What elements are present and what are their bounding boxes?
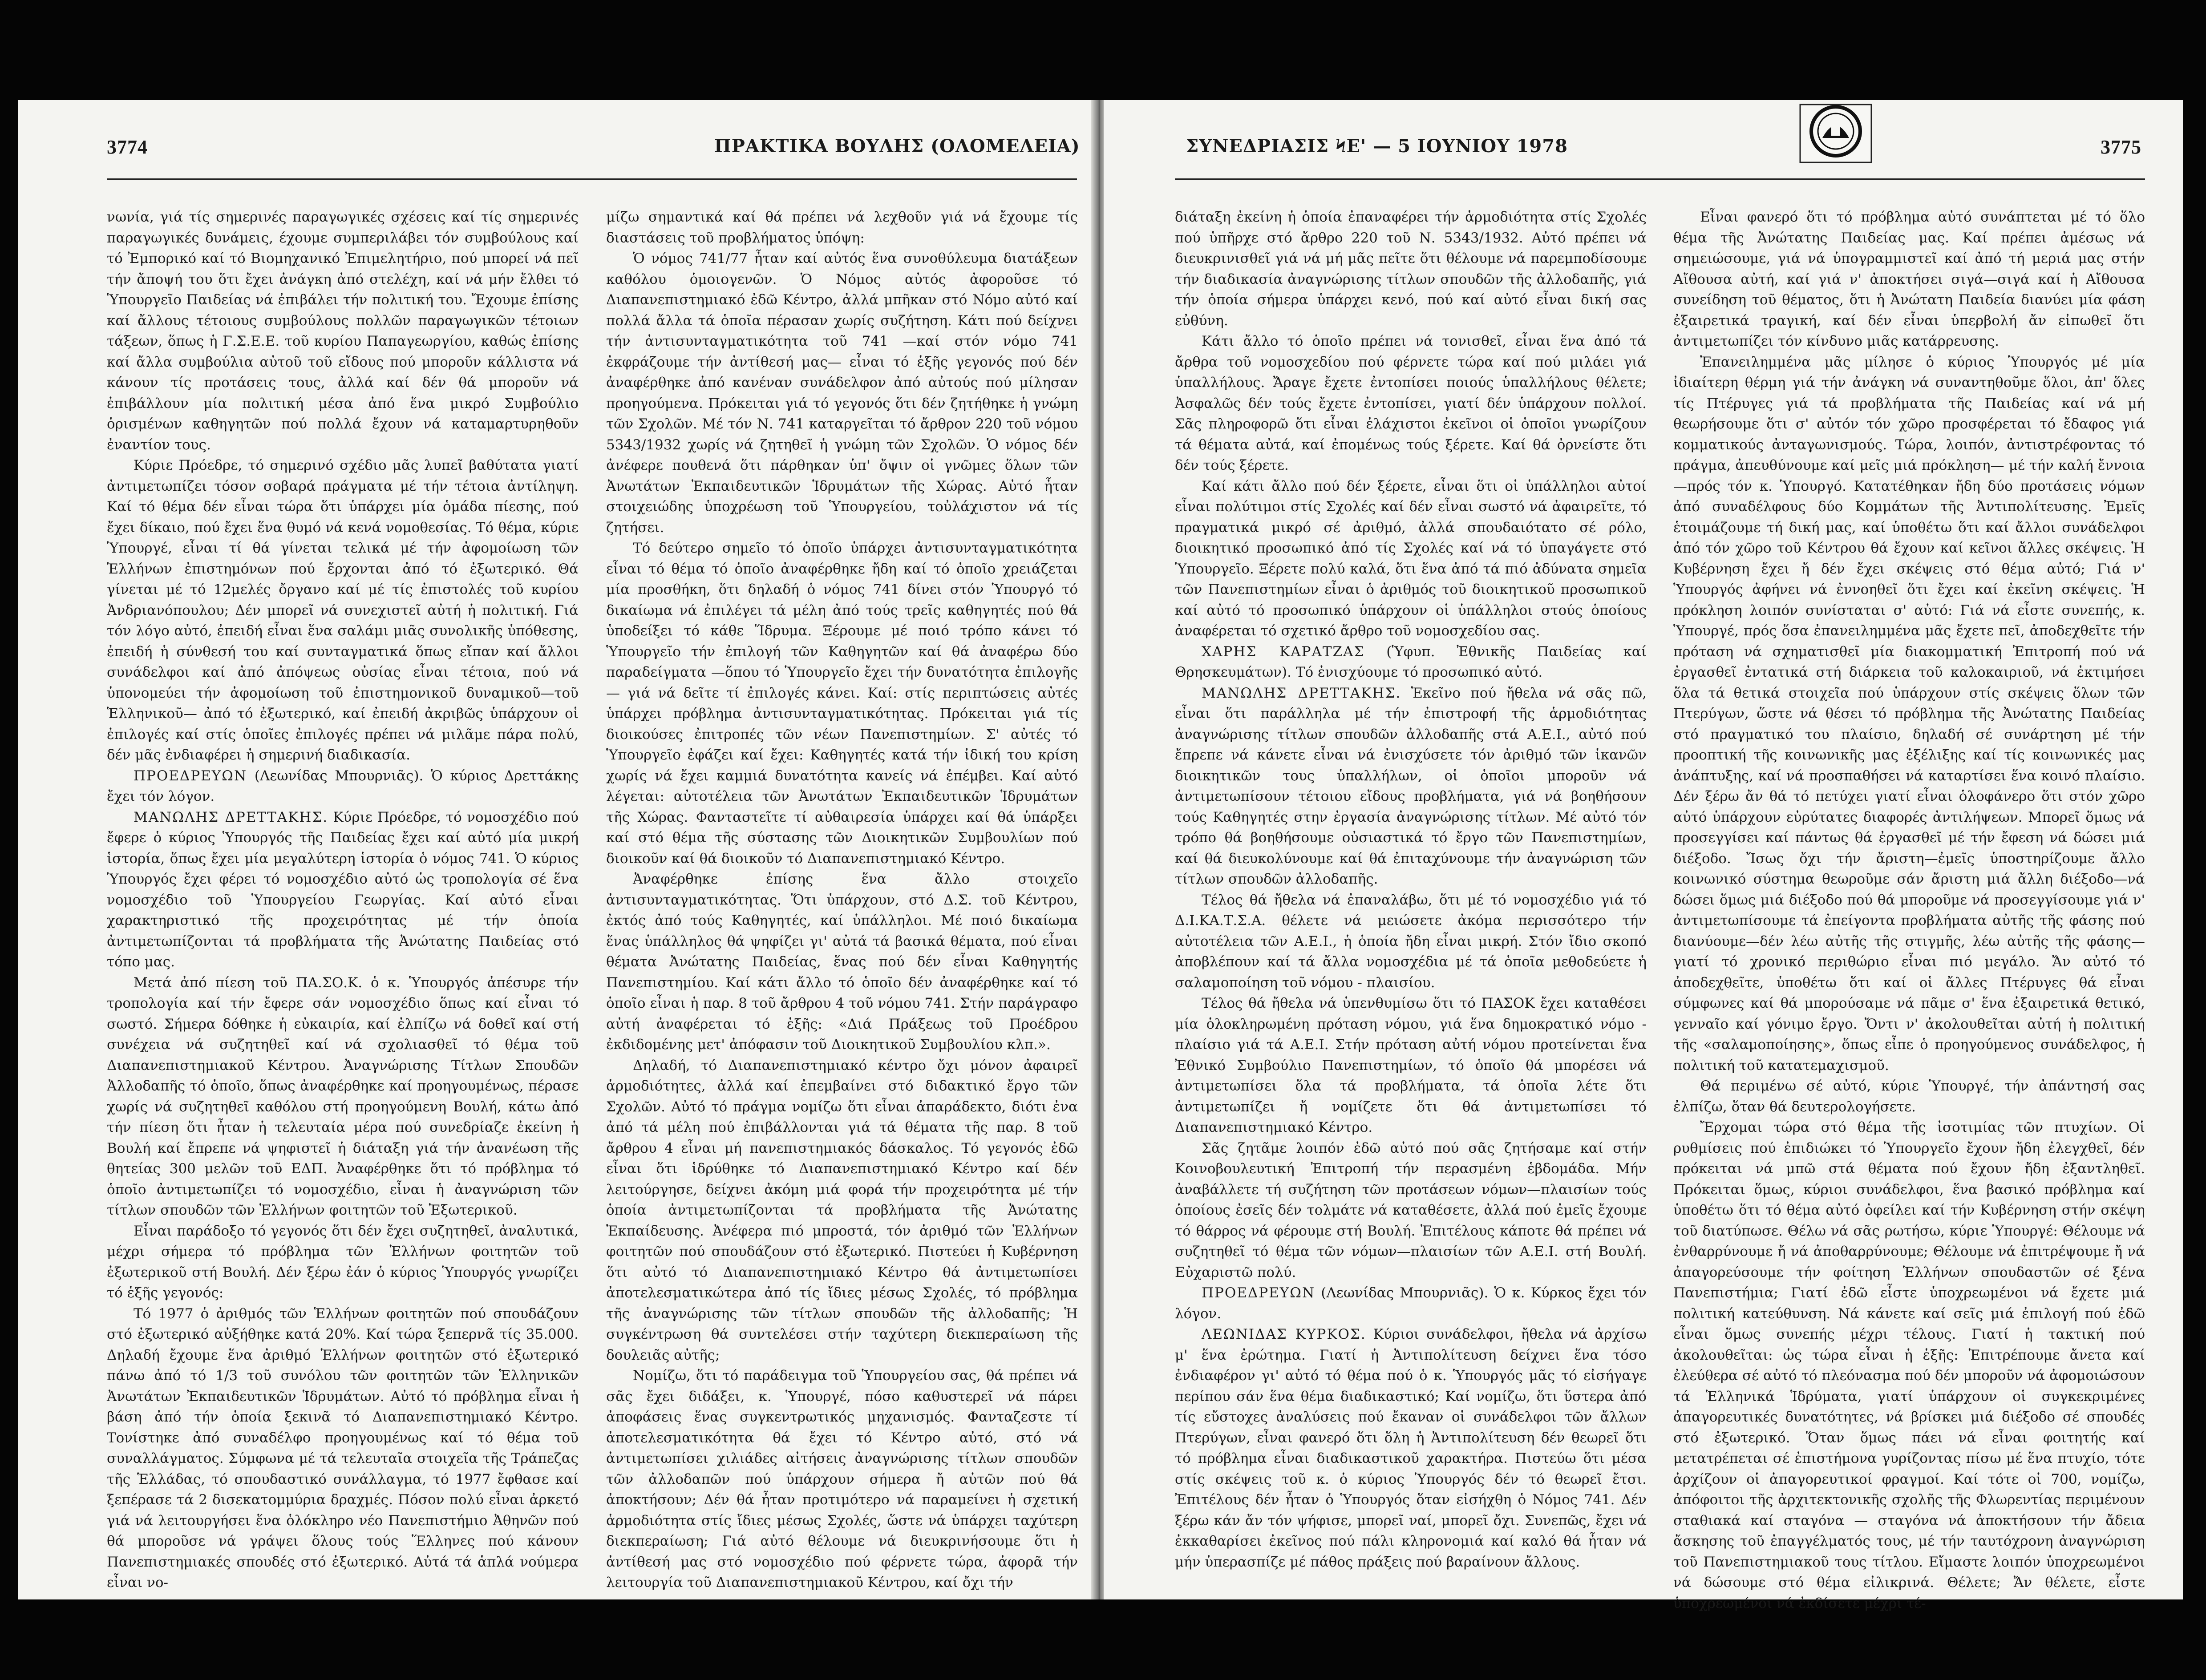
speaker-paragraph bbox=[107, 807, 579, 973]
text-column-2 bbox=[1673, 207, 2145, 1611]
parliament-seal-stamp bbox=[1796, 96, 1876, 167]
speaker-name: ΠΡΟΕΔΡΕΥΩΝ bbox=[1202, 1285, 1316, 1301]
text-column-1 bbox=[107, 207, 579, 1591]
speaker-name: ΜΑΝΩΛΗΣ ΔΡΕΤΤΑΚΗΣ. bbox=[1202, 685, 1401, 701]
running-header: ΠΡΑΚΤΙΚΑ ΒΟΥΛΗΣ (ΟΛΟΜΕΛΕΙΑ) bbox=[714, 136, 1080, 157]
speech-text: Ἐκεῖνο πού ἤθελα νά σᾶς πῶ, εἶναι ὅτι παράλληλα μέ τήν ἐπιστροφή τῆς ἁρμοδιότητας ἀναγνώρισης τίτλων σπουδῶν ἀλλοδαπῆς στά Α.Ε.Ι., αὐτό πού ἔπρεπε νά κάνετε εἶναι νά ἐνισχύσετε τόν ἀριθμό τῶν ἱκανῶν διοικητικῶν τους ὑπαλλήλων, οἱ ὁποῖοι μποροῦν νά ἀντιμετωπίσουν τέτοιου εἴδους προβλήματα, γιά νά βοηθήσουν τούς Καθηγητές στην ἐργασία ἀναγνώρισης τίτλων. Μέ αὐτό τόν τρόπο θά βοηθήσουμε οὐσιαστικά τό ἔργο τῶν Πανεπιστημίων, καί θά διευκολύνουμε καί θά ἐπιταχύνουμε τήν ἀναγνώριση τῶν τίτλων σπουδῶν ἀλλοδαπῆς. bbox=[1175, 685, 1647, 887]
speaker-paragraph bbox=[1175, 683, 1647, 890]
paragraph: Ἀναφέρθηκε ἐπίσης ἕνα ἄλλο στοιχεῖο ἀντισυνταγματικότητας. Ὅτι ὑπάρχουν, στό Δ.Σ. τοῦ Κέντρου, ἐκτός ἀπό τούς Καθηγητές, καί ὑπάλληλοι. Μέ ποιό δικαίωμα ἕνας ὑπάλληλος θά ψηφίζει γι' αὐτά τά βασικά θέματα, πού εἶναι θέματα Ἀνώτατης Παιδείας, ἕνας πού δέν εἶναι Καθηγητής Πανεπιστημίου. Καί κάτι ἄλλο τό ὁποῖο δέν ἀναφέρθηκε καί τό ὁποῖο εἶναι ἡ παρ. 8 τοῦ ἄρθρου 4 τοῦ νόμου 741. Στήν παράγραφο αὐτή ἀναφέρεται τό ἑξῆς: «Διά Πράξεως τοῦ Προέδρου ἐκδιδομένης μετ' ἀπόφασιν τοῦ Διοικητικοῦ Συμβουλίου κλπ.». bbox=[606, 871, 1078, 1053]
paragraph: Εἶναι φανερό ὅτι τό πρόβλημα αὐτό συνάπτεται μέ τό ὅλο θέμα τῆς Ἀνώτατης Παιδείας μας. Καί πρέπει ἀμέσως νά σημειώσουμε, γιά νά ὑπογραμμιστεῖ καί ἀπό τή μεριά μας στήν Αἴθουσα αὐτή, καί γιά ν' ἀποκτήσει σιγά—σιγά καί ἡ Αἴθουσα συνείδηση τοῦ θέματος, ὅτι ἡ Ἀνώτατη Παιδεία διανύει μία φάση ἐξαιρετικά τραγική, καί δέν εἶναι ὑπερβολή ἄν εἰπωθεῖ ὅτι ἀντιμετωπίζει τόν κίνδυνο μιᾶς κατάρρευσης. bbox=[1673, 209, 2145, 349]
paragraph: Ὁ νόμος 741/77 ἦταν καί αὐτός ἕνα συνοθύλευμα διατάξεων καθόλου ὁμοιογενῶν. Ὁ Νόμος αὐτός ἀφοροῦσε τό Διαπανεπιστημιακό ἐδῶ Κέντρο, ἀλλά μπῆκαν στό Νόμο αὐτό καί πολλά ἄλλα τά ὁποῖα πέρασαν χωρίς συζήτηση. Κάτι πού δείχνει τήν ἀντισυνταγματικότητα τοῦ 741 —καί στόν νόμο 741 ἐκφράζουμε τήν ἀντίθεσή μας— εἶναι τό ἑξῆς γεγονός πού δέν ἀναφέρθηκε ἀπό κανέναν συνάδελφον ἀπό αὐτούς πού μίλησαν προηγούμενα. Πρόκειται γιά τό γεγονός ὅτι δέν ζητήθηκε ἡ γνώμη τῶν Σχολῶν. Μέ τόν Ν. 741 καταργεῖται τό ἄρθρον 220 τοῦ νόμου 5343/1932 χωρίς νά ζητηθεῖ ἡ γνώμη τῶν Σχολῶν. Ὁ νόμος δέν ἀνέφερε πουθενά ὅτι πάρθηκαν ὑπ' ὄψιν οἱ γνῶμες ὅλων τῶν Ἀνωτάτων Ἐκπαιδευτικῶν Ἱδρυμάτων τῆς Χώρας. Αὐτό ἦταν στοιχειώδης ὑποχρέωση τοῦ Ὑπουργείου, τοὐλάχιστον νά τίς ζητήσει. bbox=[606, 250, 1078, 536]
paragraph: Καί κάτι ἄλλο πού δέν ξέρετε, εἶναι ὅτι οἱ ὑπάλληλοι αὐτοί εἶναι πολύτιμοι στίς Σχολές καί δέν εἶναι σωστό νά ἀφαιρεῖτε, τό πραγματικά μικρό σέ ἀριθμό, ἀλλά σπουδαιότατο σέ ρόλο, διοικητικό προσωπικό ἀπό τίς Σχολές καί νά τό ὑπαγάγετε στό Ὑπουργεῖο. Ξέρετε πολύ καλά, ὅτι ἕνα ἀπό τά πιό ἀδύνατα σημεῖα τῶν Πανεπιστημίων εἶναι ὁ ἀριθμός τοῦ διοικητικοῦ προσωπικοῦ καί αὐτό τό προσωπικό ὑπάρχουν οἱ ὑπάλληλοι στούς ὁποίους ἀναφέρεται τό σχετικό ἄρθρο τοῦ νομοσχεδίου σας. bbox=[1175, 478, 1647, 639]
speaker-paragraph bbox=[107, 766, 579, 807]
page-number: 3775 bbox=[2101, 136, 2141, 158]
paragraph: Θά περιμένω σέ αὐτό, κύριε Ὑπουργέ, τήν ἀπάντησή σας ἐλπίζω, ὅταν θά δευτερολογήσετε. bbox=[1673, 1078, 2145, 1115]
speech-text: (Λεωνίδας Μπουρνιᾶς). Ὁ κύριος Δρεττάκης ἔχει τόν λόγον. bbox=[107, 767, 579, 804]
paragraph: διάταξη ἐκείνη ἡ ὁποία ἐπαναφέρει τήν ἁρμοδιότητα στίς Σχολές πού ὑπῆρχε στό ἄρθρο 220 τοῦ Ν. 5343/1932. Αὐτό πρέπει νά διευκρινισθεῖ γιά νά μή μᾶς πεῖτε ὅτι θέλουμε νά παρεμποδίσουμε τήν διαδικασία ἀναγνώρισης τίτλων σπουδῶν τῆς ἀλλοδαπῆς, γιά τήν ὁποία σήμερα ὑπάρχει κενό, πού καί αὐτό εἶναι δική σας εὐθύνη. bbox=[1175, 209, 1647, 329]
paragraph: μίζω σημαντικά καί θά πρέπει νά λεχθοῦν γιά νά ἔχουμε τίς διαστάσεις τοῦ προβλήματος ὑπόψη: bbox=[606, 209, 1078, 246]
speech-text: (Λεωνίδας Μπουρνιᾶς). Ὁ κ. Κύρκος ἔχει τόν λόγον. bbox=[1175, 1285, 1647, 1322]
paragraph: Τέλος θά ἤθελα νά ἐπαναλάβω, ὅτι μέ τό νομοσχέδιο γιά τό Δ.Ι.ΚΑ.Τ.Σ.Α. θέλετε νά μειώσετε ἀκόμα περισσότερο τήν αὐτοτέλεια τῶν Α.Ε.Ι., ἡ ὁποία ἤδη εἶναι μικρή. Στόν ἴδιο σκοπό ἀποβλέπουν καί τά ἄλλα νομοσχέδια μέ τά ὁποῖα μεθοδεύετε ἡ σαλαμοποίηση τοῦ νόμου - πλαισίου. bbox=[1175, 892, 1647, 991]
paragraph: Εἶναι παράδοξο τό γεγονός ὅτι δέν ἔχει συζητηθεῖ, ἀναλυτικά, μέχρι σήμερα τό πρόβλημα τῶν Ἑλλήνων φοιτητῶν τοῦ ἐξωτερικοῦ στή Βουλή. Δέν ξέρω ἐάν ὁ κύριος Ὑπουργός γνωρίζει τό ἑξῆς γεγονός: bbox=[107, 1223, 579, 1301]
paragraph: Δηλαδή, τό Διαπανεπιστημιακό κέντρο ὄχι μόνον ἀφαιρεῖ ἁρμοδιότητες, ἀλλά καί ἐπεμβαίνει στό διδακτικό ἔργο τῶν Σχολῶν. Αὐτό τό πράγμα νομίζω ὅτι εἶναι ἀπαράδεκτο, διότι ἐνα ἀπό τά μέλη πού ἐπιβάλλονται γιά τά θέματα τῆς παρ. 8 τοῦ ἄρθρου 4 εἶναι μή πανεπιστημιακός δάσκαλος. Τό γεγονός ἐδῶ εἶναι ὅτι ἱδρύθηκε τό Διαπανεπιστημιακό Κέντρο καί δέν λειτούργησε, δείχνει ἀκόμη μιά φορά τήν προχειρότητα μέ τήν ὁποία ἀντιμετωπίζονται τά προβλήματα τῆς Ἀνώτατης Ἐκπαίδευσης. Ἀνέφερα πιό μπροστά, τόν ἀριθμό τῶν Ἑλλήνων φοιτητῶν πού σπουδάζουν στό ἐξωτερικό. Πιστεύει ἡ Κυβέρνηση ὅτι αὐτό τό Διαπανεπιστημιακό Κέντρο θά ἀντιμετωπίσει ἀποτελεσματικώτερα ἀπό τίς ἴδιες μέσως Σχολές, τό πρόβλημα τῆς ἀναγνώρισης τῶν τίτλων σπουδῶν τῆς ἀλλοδαπῆς; Ἡ συγκέντρωση θά συντελέσει στήν ταχύτερη διεκπεραίωση τῆς δουλειᾶς αὐτῆς; bbox=[606, 1057, 1078, 1363]
speaker-paragraph bbox=[1175, 1283, 1647, 1324]
paragraph: Ἔρχομαι τώρα στό θέμα τῆς ἰσοτιμίας τῶν πτυχίων. Οἱ ρυθμίσεις πού ἐπιδιώκει τό Ὑπουργεῖο ἔχουν ἤδη ἐλεγχθεῖ, δέν πρόκειται νά μπῶ στά θέματα πού ἔχουν ἤδη ἐξαντληθεῖ. Πρόκειται ὅμως, κύριοι συνάδελφοι, ἕνα βασικό πρόβλημα καί ὑποθέτω ὅτι τό θέμα αὐτό ὀφείλει καί τήν Κυβέρνηση στήν σκέψη τοῦ διατύπωσε. Θέλω νά σᾶς ρωτήσω, κύριε Ὑπουργέ: Θέλουμε νά ἐνθαρρύνουμε ἤ νά ἀποθαρρύνουμε; Θέλουμε νά ἐπιτρέψουμε ἤ νά ἀπαγορεύσουμε τήν φοίτηση Ἑλλήνων σπουδαστῶν σέ ξένα Πανεπιστήμια; Γιατί ἐδῶ εἶστε ὑποχρεωμένοι νά ἔχετε μιά πολιτική κατεύθυνση. Νά κάνετε καί σεῖς μιά ἐπιλογή πού ἐδῶ εἶναι ὅμως συνεπής μέχρι τέλους. Γιατί ἡ τακτική πού ἀκολουθεῖται: ὡς τώρα εἶναι ἡ ἑξῆς: Ἐπιτρέπουμε ἄνετα καί ἐλεύθερα σέ αὐτό τό πλεόνασμα πού δέν μποροῦν νά ἀφομοιώσουν τά Ἑλληνικά Ἱδρύματα, γιατί ὑπάρχουν οἱ συγκεκριμένες ἀπαγορευτικές δυνατότητες, νά βρίσκει μιά διέξοδο σέ σπουδές στό ἐξωτερικό. Ὅταν ὅμως πάει νά εἶναι φοιτητής καί μετατρέπεται σέ ἐπιστήμονα γυρίζοντας πίσω μέ ἕνα πτυχίο, τότε ἀρχίζουν οἱ ἀπαγορευτικοί φραγμοί. Καί τότε οἱ 700, νομίζω, ἀπόφοιτοι τῆς ἀρχιτεκτονικῆς σχολῆς τῆς Φλωρεντίας περιμένουν σταθιακά καί σταγόνα — σταγόνα νά ἀποκτήσουν τήν ἄδεια ἄσκησης τοῦ ἐπαγγέλματός τους, μέ τήν ταυτόχρονη ἀναγνώριση τοῦ Πανεπιστημιακοῦ τους τίτλου. Εἴμαστε λοιπόν ὑποχρεωμένοι νά δώσουμε στό θέμα εἰλικρινά. Θέλετε; Ἄν θέλετε, εἶστε ὑποχρεωμένοι νά ἐκδίσετε μέχρι τέ- bbox=[1673, 1119, 2145, 1611]
running-header: ΣΥΝΕΔΡΙΑΣΙΣ ϞΕ' — 5 ΙΟΥΝΙΟΥ 1978 bbox=[1186, 136, 1568, 157]
paragraph: Μετά ἀπό πίεση τοῦ ΠΑ.ΣΟ.Κ. ὁ κ. Ὑπουργός ἀπέσυρε τήν τροπολογία καί τήν ἔφερε σάν νομοσχέδιο ὅπως καί εἶναι τό σωστό. Σήμερα δόθηκε ἡ εὐκαιρία, καί ἐλπίζω νά δοθεῖ καί στή συνέχεια νά συζητηθεῖ καί νά σχολιασθεῖ τό θέμα τοῦ Διαπανεπιστημιακοῦ Κέντρου. Ἀναγνώρισης Τίτλων Σπουδῶν Ἀλλοδαπῆς τό ὁποῖο, ὅπως ἀναφέρθηκε καί προηγουμένως, πέρασε χωρίς νά συζητηθεῖ καθόλου στή προηγούμενη Βουλή, κάτω ἀπό τήν πίεση ὅτι ἦταν ἡ τελευταία μέρα πού συνεδρίαζε ἐκείνη ἡ Βουλή καί ἔπρεπε νά ψηφιστεῖ ἡ διάταξη γιά τήν ἀνανέωση τῆς θητείας 300 μελῶν τοῦ ΕΔΠ. Ἀναφέρθηκε ὅτι τό πρόβλημα τό ὁποῖο ἀντιμετωπίζει τό νομοσχέδιο, εἶναι ἡ ἀναγνώριση τῶν τίτλων σπουδῶν τῶν Ἑλλήνων φοιτητῶν τοῦ Ἐξωτερικοῦ. bbox=[107, 974, 579, 1218]
paragraph: Ἐπανειλημμένα μᾶς μίλησε ὁ κύριος Ὑπουργός μέ μία ἰδιαίτερη θέρμη γιά τήν ἀνάγκη νά συναντηθοῦμε ὅλοι, ἀπ' ὅλες τίς Πτέρυγες γιά τά προβλήματα τῆς Παιδείας καί νά μή θεωρήσουμε ὅτι σ' αὐτόν τόν χῶρο προσφέρεται τό ἔδαφος γιά κομματικούς ἀνταγωνισμούς. Τώρα, λοιπόν, ἀντιστρέφοντας τό πράγμα, ἀπευθύνουμε καί μεῖς μιά πρόκληση— μέ τήν καλή ἔννοια—πρός τόν κ. Ὑπουργό. Κατατέθηκαν ἤδη δύο προτάσεις νόμων ἀπό συναδέλφους δύο Κομμάτων τῆς Ἀντιπολίτευσης. Ἐμεῖς ἑτοιμάζουμε τή δική μας, καί ὑποθέτω ὅτι καί ἄλλοι συνάδελφοι ἀπό τόν χῶρο τοῦ Κέντρου θά ἔχουν καί κεῖνοι ἄλλες σκέψεις. Ἡ Κυβέρνηση ἔχει ἤ δέν ἔχει σκέψεις στό θέμα αὐτό; Γιά ν' Ὑπουργός ἀφήνει νά ἐννοηθεῖ ὅτι ἔχει καί ἐκεῖνη σκέψεις. Ἡ πρόκληση λοιπόν συνίσταται σ' αὐτό: Γιά νά εἶστε συνεπής, κ. Ὑπουργέ, πρός ὅσα ἐπανειλημμένα μᾶς ἔχετε πεῖ, ἀποδεχθεῖτε τήν πρόταση νά σχηματισθεῖ μία διακομματική Ἐπιτροπή πού νά ἐργασθεῖ ἐντατικά στή διάρκεια τοῦ καλοκαιριοῦ, νά ἐκτιμήσει ὅλα τά θετικά στοιχεῖα πού ὑπάρχουν στίς σκέψεις ὅλων τῶν Πτερύγων, ὥστε νά θέσει τό πρόβλημα τῆς Ἀνώτατης Παιδείας στό πραγματικό του πλαίσιο, δηλαδή σέ συνάρτηση μέ τήν προοπτική τῆς κοινωνικῆς μας ἐξέλιξης καί τίς κοινωνικές μας ἀνάπτυξης, καί νά προσπαθήσει νά καταρτίσει ἕνα κοινό πλαίσιο. Δέν ξέρω ἄν θά τό πετύχει γιατί εἶναι ὁλοφάνερο ὅτι στόν χῶρο αὐτό ὑπάρχουν εὐρύτατες διαφορές ἀντιλήψεων. Μπορεῖ ὅμως νά προσεγγίσει καί πάντως θά ἐργασθεῖ μέ τήν ἔφεση νά δώσει μιά διέξοδο. Ἴσως ὄχι τήν ἄριστη—ἐμεῖς ὑποστηρίζουμε ἄλλο κοινωνικό σύστημα θεωροῦμε σάν ἄριστη μιά ἄλλη διέξοδο—νά δώσει ὅμως μιά διέξοδο πού θά μποροῦμε νά προσεγγίσουμε γιά ν' ἀντιμετωπίσουμε τά ἐπείγοντα προβλήματα αὐτῆς τῆς φάσης πού διανύουμε—δέν λέω αὐτῆς τῆς στιγμῆς, λέω αὐτῆς τῆς φάσης— γιατί τό χρονικό περιθώριο εἶναι πιό μεγάλο. Ἄν αὐτό τό ἀποδεχθεῖτε, ὑποθέτω ὅτι καί οἱ ἄλλες Πτέρυγες θά εἶναι σύμφωνες καί θά μπορούσαμε νά πᾶμε σ' ἕνα ἐξαιρετικά θετικό, γενναῖο καί γόνιμο ἔργο. Ὄντι ν' ἀκολουθεῖται αὐτή ἡ πολιτική τῆς «σαλαμοποίησης», ὅπως εἶπε ὁ προηγούμενος συνάδελφος, ἡ πολιτική τοῦ κατατεμαχισμοῦ. bbox=[1673, 354, 2145, 1074]
paragraph: Τό δεύτερο σημεῖο τό ὁποῖο ὑπάρχει ἀντισυνταγματικότητα εἶναι τό θέμα τό ὁποῖο ἀναφέρθηκε ἤδη καί τό ὁποῖο χρειάζεται μία προσθήκη, ὅτι δηλαδή ὁ νόμος 741 δίνει στόν Ὑπουργό τό δικαίωμα νά ἐπιλέγει τά μέλη ἀπό τούς τρεῖς καθηγητές πού θά ὑποδείξει τό κάθε Ἵδρυμα. Ξέρουμε μέ ποιό τρόπο κάνει τό Ὑπουργεῖο τήν ἐπιλογή τῶν Καθηγητῶν καί θά ἀναφέρω δύο παραδείγματα —ὅπου τό Ὑπουργεῖο ἔχει τήν δυνατότητα ἐπιλογῆς— γιά νά δεῖτε τί ἐπιλογές κάνει. Καί: στίς περιπτώσεις αὐτές ὑπάρχει πρόβλημα ἀντισυνταγματικότητας. Πρόκειται γιά τίς διοικούσες ἐπιτροπές τῶν νέων Πανεπιστημίων. Σ' αὐτές τό Ὑπουργεῖο ἐφάζει καί ἔχει: Καθηγητές κατά τήν ἰδική του κρίση χωρίς νά ἔχει καμμιά δυνατότητα κανείς νά ἐπέμβει. Καί αὐτό λέγεται: αὐτοτέλεια τῶν Ἀνωτάτων Ἐκπαιδευτικῶν Ἱδρυμάτων τῆς Χώρας. Φανταστεῖτε τί αὐθαιρεσία ὑπάρχει καί θά ὑπάρξει καί στό θέμα τῆς σύστασης τῶν Διοικητικῶν Συμβουλίων πού διοικοῦν καί θά διοικοῦν τό Διαπανεπιστημιακό Κέντρο. bbox=[606, 540, 1078, 867]
paragraph: Κύριε Πρόεδρε, τό σημερινό σχέδιο μᾶς λυπεῖ βαθύτατα γιατί ἀντιμετωπίζει τόσον σοβαρά πράγματα μέ τήν τέτοια ἀντίληψη. Καί τό θέμα δέν εἶναι τώρα ὅτι ὑπάρχει μία ὁμάδα πίεσης, πού ἔχει δίκαιο, πού ἔχει ἕνα θυμό νά κενά νομοθεσίας. Τό θέμα, κύριε Ὑπουργέ, εἶναι τί θά γίνεται τελικά μέ τήν ἀφομοίωση τῶν Ἑλλήνων ἐπιστημόνων πού ἔρχονται ἀπό τό ἐξωτερικό. Θά γίνεται μέ τό 12μελές ὄργανο καί μέ τίς ἐπιστολές τοῦ κυρίου Ἀνδριανόπουλου; Δέν μπορεῖ νά συνεχιστεῖ αὐτή ἡ πολιτική. Γιά τόν λόγο αὐτό, ἐπειδή εἶναι ἕνα σαλάμι μιᾶς συνολικῆς ὑπόθεσης, ἐπειδή ἡ σύνθεσή του καί συνταγματικά ὅπως εἴπαν καί ἄλλοι συνάδελφοι καί ἀπό ἀπόψεως οὐσίας εἶναι τέτοια, πού νά ὑπονομεύει τήν ἀφομοίωση τοῦ ἐπιστημονικοῦ δυναμικοῦ—τοῦ Ἑλληνικοῦ— ἀπό τό ἐξωτερικό, καί ἐπειδή ἀκριβῶς ὑπάρχουν οἱ ἐπιλογές καί στίς ὁποῖες ἐπιλογές πρέπει νά μιλᾶμε πάρα πολύ, δέν μᾶς ἐνδιαφέρει ἡ σημερινή διαδικασία. bbox=[107, 457, 579, 763]
right-page bbox=[1104, 100, 2183, 1611]
speech-text: Κύριοι συνάδελφοι, ἤθελα νά ἀρχίσω μ' ἕνα ἐρώτημα. Γιατί ἡ Ἀντιπολίτευση δείχνει ἕνα τόσο ἐνδιαφέρον γι' αὐτό τό θέμα πού ὁ κ. Ὑπουργός μᾶς τό εἰσήγαγε περίπου σάν ἕνα θέμα διαδικαστικό; Καί νομίζω, ὅτι ὕστερα ἀπό τίς εὔστοχες ἀναλύσεις πού ἔκαναν οἱ συνάδελφοι τῶν ἄλλων Πτερύγων, εἶναι φανερό ὅτι ὅλη ἡ Ἀντιπολίτευση δέν θεωρεῖ ὅτι τό πρόβλημα εἶναι διαδικαστικοῦ χαρακτήρα. Πιστεύω ὅτι μέσα στίς σκέψεις τοῦ κ. ὁ κύριος Ὑπουργός δέν τό θεωρεῖ ἔτσι. Ἐπιτέλους δέν ἦταν ὁ Ὑπουργός ὅταν εἰσήχθη ὁ Νόμος 741. Δέν ξέρω κάν ἄν τόν ψήφισε, μπορεῖ ναί, μπορεῖ ὄχι. Συνεπῶς, ἔχει νά ἐκκαθαρίσει ἐκεῖνος πού πάλι κληρονομιά καί καλό θά ἦταν νά μήν ὑπερασπίζε μέ πάθος πράξεις πού βαραίνουν ἄλλους. bbox=[1175, 1326, 1647, 1570]
speaker-name: ΛΕΩΝΙΔΑΣ ΚΥΡΚΟΣ. bbox=[1202, 1326, 1366, 1342]
paragraph: Κάτι ἄλλο τό ὁποῖο πρέπει νά τονισθεῖ, εἶναι ἕνα ἀπό τά ἄρθρα τοῦ νομοσχεδίου πού φέρνετε τώρα καί πού μιλάει γιά ὑπαλλήλους. Ἄραγε ἔχετε ἐντοπίσει ποιούς ὑπαλλήλους θέλετε; Ἀσφαλῶς δέν τούς ἔχετε ἐντοπίσει, γιατί δέν ὑπάρχουν πολλοί. Σᾶς πληροφορῶ ὅτι εἶναι ἐλάχιστοι ἐκεῖνοι οἱ ὁποῖοι γνωρίζουν τά θέματα αὐτά, καί ἐπομένως τούς ξέρετε. Καί θά ὀρνείστε ὅτι δέν τούς ξέρετε. bbox=[1175, 333, 1647, 473]
speaker-paragraph bbox=[1175, 1324, 1647, 1572]
speech-text: Κύριε Πρόεδρε, τό νομοσχέδιο πού ἔφερε ὁ κύριος Ὑπουργός τῆς Παιδείας ἔχει καί αὐτό μία μικρή ἱστορία, ὅπως ἔχει μία μεγαλύτερη ἱστορία ὁ νόμος 741. Ὁ κύριος Ὑπουργός ἔχει φέρει τό νομοσχέδιο αὐτό ὡς τροπολογία σέ ἕνα νομοσχέδιο τοῦ Ὑπουργείου Γεωργίας. Καί αὐτό εἶναι χαρακτηριστικό τῆς προχειρότητας μέ τήν ὁποία ἀντιμετωπίζονται τά προβλήματα τῆς Ἀνώτατης Παιδείας στό τόπο μας. bbox=[107, 809, 579, 970]
speaker-name: ΜΑΝΩΛΗΣ ΔΡΕΤΤΑΚΗΣ. bbox=[134, 809, 328, 825]
paragraph: Σᾶς ζητᾶμε λοιπόν ἐδῶ αὐτό πού σᾶς ζητήσαμε καί στήν Κοινοβουλευτική Ἐπιτροπή τήν περασμένη ἑβδομάδα. Μήν ἀναβάλλετε τή συζήτηση τῶν προτάσεων νόμων—πλαισίων τούς ὁποίους ἐσεῖς δέν τολμάτε νά καταθέσετε, ἀλλά πού ἐμεῖς ἔχουμε τό θάρρος νά φέρουμε στή Βουλή. Ἐπιτέλους κάποτε θά πρέπει νά συζητηθεῖ τό θέμα τῶν νόμων—πλαισίων τῶν Α.Ε.Ι. στή Βουλή. Εὐχαριστῶ πολύ. bbox=[1175, 1140, 1647, 1280]
left-page bbox=[18, 100, 1095, 1599]
speech-text: (Ὑφυπ. Ἐθνικῆς Παιδείας καί Θρησκευμάτων). Τό ἐνισχύουμε τό προσωπικό αὐτό. bbox=[1175, 643, 1647, 680]
header-rule bbox=[1175, 178, 2145, 180]
text-column-1 bbox=[1175, 207, 1647, 1570]
page-number: 3774 bbox=[107, 136, 148, 158]
header-rule bbox=[107, 178, 1077, 180]
text-column-2 bbox=[606, 207, 1078, 1591]
paragraph: νωνία, γιά τίς σημερινές παραγωγικές σχέσεις καί τίς σημερινές παραγωγικές δυνάμεις, έχουμε συμπεριλάβει τόν συμβούλους καί τό Ἐμπορικό καί τό Βιομηχανικό Ἐπιμελητήριο, πού μπορεί νά πεῖ τήν ἄποψή του ὅτι ἔχει ἀνάγκη ἀπό στελέχη, καί νά μήν ἔλθει τό Ὑπουργεῖο Παιδείας νά ἐπιβάλει τήν πολιτική του. Ἔχουμε ἐπίσης καί ἄλλους τέτοιους συμβούλους πολλῶν παραγωγικῶν τέτοιων τάξεων, ὅπως ἡ Γ.Σ.Ε.Ε. τοῦ κυρίου Παπαγεωργίου, καθώς ἐπίσης καί ἄλλα συμβούλια αὐτοῦ τοῦ εἴδους πού μποροῦν κάλλιστα νά κάνουν τίς προτάσεις τους, ἀλλά καί δέν θά μποροῦν νά ἐπιβάλλουν μία πολιτική μέσα ἀπό ἕνα μικρό Συμβούλιο ὁρισμένων καθηγητῶν πού πολλά ἔχουν νά καταμαρτυρηθοῦν ἐναντίον τους. bbox=[107, 209, 579, 453]
paragraph: Νομίζω, ὅτι τό παράδειγμα τοῦ Ὑπουργείου σας, θά πρέπει νά σᾶς ἔχει διδάξει, κ. Ὑπουργέ, πόσο καθυστερεῖ νά πάρει ἀποφάσεις ἕνας συγκεντρωτικός μηχανισμός. Φανταζεστε τί ἀποτελεσματικότητα θά ἔχει τό Κέντρο αὐτό, στό νά ἀντιμετωπίσει χιλιάδες αἰτήσεις ἀναγνώρισης τίτλων σπουδῶν τῶν ἀλλοδαπῶν πού ὑπάρχουν σήμερα ἤ αὐτῶν πού θά ἀποκτήσουν; Δέν θά ἦταν προτιμότερο νά παραμείνει ἡ σχετική ἁρμοδιότητα στίς ἴδιες μέσως Σχολές, ὥστε νά ὑπάρχει ταχύτερη διεκπεραίωση; Γιά αὐτό θέλουμε νά διευκρινήσουμε ὅτι ἡ ἀντίθεσή μας στό νομοσχέδιο πού φέρνετε τώρα, ἀφορᾶ τήν λειτουργία τοῦ Διαπανεπιστημιακοῦ Κέντρου, καί ὄχι τήν bbox=[606, 1368, 1078, 1591]
paragraph: Τό 1977 ὁ ἀριθμός τῶν Ἑλλήνων φοιτητῶν πού σπουδάζουν στό ἐξωτερικό αὐξήθηκε κατά 20%. Καί τώρα ξεπερνᾶ τίς 35.000. Δηλαδή ἔχουμε ἕνα ἀριθμό Ἑλλήνων φοιτητῶν στό ἐξωτερικό πάνω ἀπό τό 1/3 τοῦ συνόλου τῶν φοιτητῶν τῶν Ἑλληνικῶν Ἀνωτάτων Ἐκπαιδευτικῶν Ἱδρυμάτων. Αὐτό τό πρόβλημα εἶναι ἡ βάση ἀπό τήν ὁποία ξεκινᾶ τό Διαπανεπιστημιακό Κέντρο. Τονίστηκε ἀπό συναδέλφο προηγουμένως καί τό θέμα τοῦ συναλλάγματος. Σύμφωνα μέ τά τελευταῖα στοιχεῖα τῆς Τράπεζας τῆς Ἑλλάδας, τό σπουδαστικό συνάλλαγμα, τό 1977 ἔφθασε καί ξεπέρασε τά 2 δισεκατομμύρια δραχμές. Πόσον πολύ εἶναι ἀρκετό γιά νά λειτουργήσει ἕνα ὁλόκληρο νέο Πανεπιστήμιο Ἀθηνῶν πού θά μποροῦσε νά γράψει ὅλους τούς Ἕλληνες πού κάνουν Πανεπιστημιακές σπουδές στό ἐξωτερικό. Αὐτά τά ἁπλά νούμερα εἶναι νο- bbox=[107, 1305, 579, 1591]
speaker-paragraph bbox=[1175, 642, 1647, 683]
paragraph: Τέλος θά ἤθελα νά ὑπενθυμίσω ὅτι τό ΠΑΣΟΚ ἔχει καταθέσει μία ὁλοκληρωμένη πρόταση νόμου, γιά ἕνα δημοκρατικό νόμο - πλαίσιο γιά τά Α.Ε.Ι. Στήν πρόταση αὐτή νόμου προτείνεται ἕνα Ἐθνικό Συμβούλιο Πανεπιστημίων, τό ὁποῖο θά μπορέσει νά ἀντιμετωπίσει ὅλα τά προβλήματα, τά ὁποῖα λέτε ὅτι ἀντιμετωπίζει ἤ νομίζετε ὅτι θά ἀντιμετωπίσει τό Διαπανεπιστημιακό Κέντρο. bbox=[1175, 995, 1647, 1135]
speaker-name: ΧΑΡΗΣ ΚΑΡΑΤΖΑΣ bbox=[1202, 643, 1365, 660]
speaker-name: ΠΡΟΕΔΡΕΥΩΝ bbox=[134, 767, 247, 784]
